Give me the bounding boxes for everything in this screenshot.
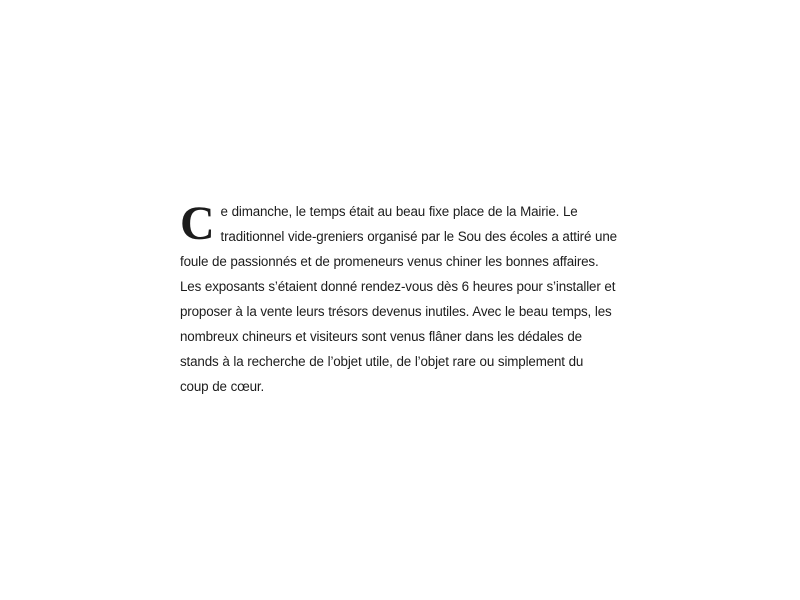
text-line: coup de cœur. xyxy=(180,379,265,394)
text-line: e dimanche, le temps était au beau fixe place de la Mairie. Le xyxy=(220,204,578,219)
text-line: traditionnel vide-greniers organisé par le Sou des écoles a attiré une xyxy=(220,229,617,244)
drop-cap: C xyxy=(180,197,215,250)
text-line: nombreux chineurs et visiteurs sont venus flâner dans les dédales de xyxy=(180,329,582,344)
text-line: stands à la recherche de l’objet utile, de l’objet rare ou simplement du xyxy=(180,354,584,369)
text-line: proposer à la vente leurs trésors devenus inutiles. Avec le beau temps, les xyxy=(180,304,612,319)
text-line: foule de passionnés et de promeneurs venus chiner les bonnes affaires. xyxy=(180,254,599,269)
article-body xyxy=(180,199,620,399)
text-line: Les exposants s’étaient donné rendez-vous dès 6 heures pour s’installer et xyxy=(180,279,616,294)
